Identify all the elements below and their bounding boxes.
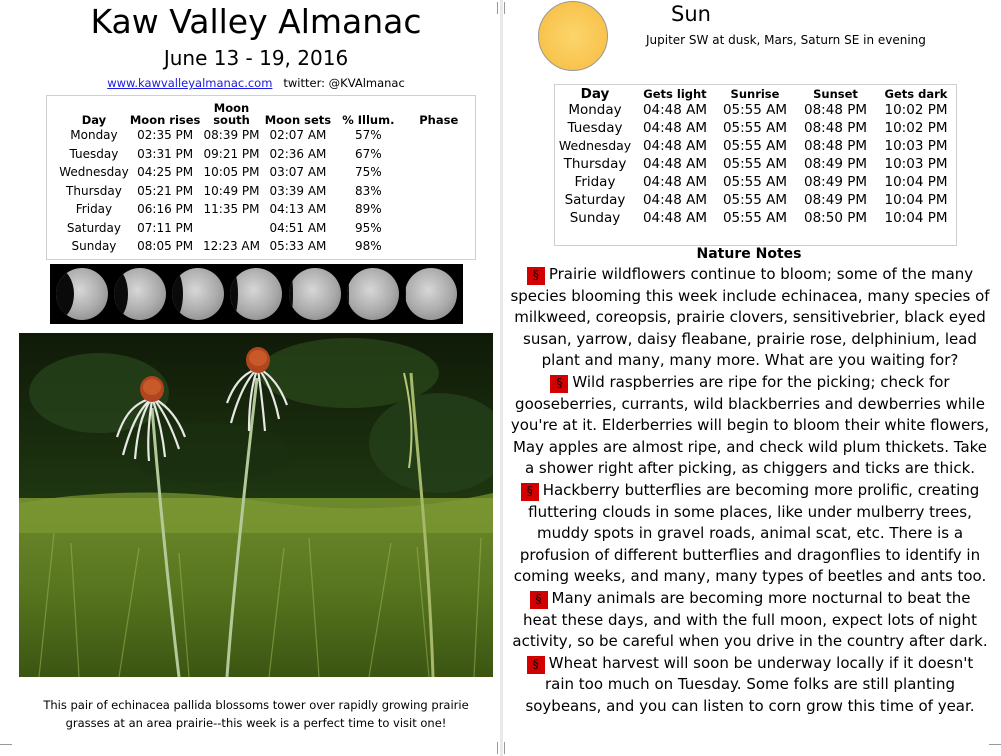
moon-phase-icon — [405, 268, 457, 320]
moon-set-cell: 05:33 AM — [269, 239, 327, 254]
moon-south-cell — [201, 219, 261, 238]
table-row — [555, 173, 956, 191]
day-cell: Friday — [75, 202, 113, 217]
sun-col-rise: Sunrise — [730, 87, 780, 101]
sun-table-box — [554, 84, 957, 246]
section-marker-icon: § — [550, 375, 568, 393]
nature-note-line — [509, 307, 991, 329]
moon-south-cell: 10:05 PM — [203, 165, 260, 180]
nature-note-text: soybeans, and you can listen to corn grow this time of year. — [525, 696, 975, 715]
moon-rise-cell: 08:05 PM — [137, 239, 194, 254]
moon-phase-icon — [114, 268, 166, 320]
moon-rise-cell: 05:21 PM — [137, 183, 194, 198]
sun-col-dark: Gets dark — [884, 87, 948, 101]
nature-note-text: Wheat harvest will soon be underway locally if it doesn't — [548, 653, 974, 672]
table-row — [59, 126, 475, 145]
section-marker-icon: § — [527, 267, 545, 285]
sunrise-cell: 05:55 AM — [722, 138, 788, 154]
echinacea-photo — [19, 333, 493, 677]
nature-note-text: May apples are almost ripe, and check wild plum thickets. Take — [512, 437, 988, 456]
nature-note-text: milkweed, coreopsis, prairie clovers, sensitivebrier, black eyed — [514, 308, 986, 327]
nature-note-text: Many animals are becoming more nocturnal to beat the — [551, 588, 971, 607]
nature-note-text: coming weeks, and many, many types of beetles and ants too. — [513, 567, 987, 586]
phase-cell — [403, 237, 475, 256]
nature-note-line — [509, 480, 991, 502]
sunrise-cell: 05:55 AM — [722, 120, 788, 136]
twitter-handle: twitter: @KVAlmanac — [283, 76, 405, 90]
moon-shadow — [347, 268, 349, 320]
sunset-cell: 08:49 PM — [804, 156, 867, 172]
table-row — [555, 209, 956, 227]
sunrise-cell: 05:55 AM — [722, 102, 788, 118]
light-cell: 04:48 AM — [642, 102, 708, 118]
sun-col-set: Sunset — [813, 87, 858, 101]
nature-note-text: Prairie wildflowers continue to bloom; some of the many — [548, 265, 974, 283]
nature-note-line — [509, 588, 991, 610]
moon-set-cell: 02:07 AM — [269, 128, 327, 143]
section-marker-icon: § — [530, 591, 548, 609]
moon-col-sets: Moon sets — [264, 113, 332, 127]
section-marker-icon: § — [521, 483, 539, 501]
nature-note-line — [509, 437, 991, 459]
section-marker-icon: § — [527, 656, 545, 674]
nature-note-line — [509, 674, 991, 696]
photo-caption — [0, 696, 512, 732]
moon-rise-cell: 07:11 PM — [137, 220, 194, 235]
nature-note-line — [509, 523, 991, 545]
table-row — [59, 163, 475, 182]
illum-cell: 98% — [355, 239, 382, 254]
dark-cell: 10:03 PM — [884, 138, 948, 154]
nature-notes-body — [509, 264, 991, 717]
phase-cell — [403, 219, 475, 238]
moon-table-header — [59, 98, 475, 126]
nature-note-text: plant and many, many more. What are you waiting for? — [541, 351, 959, 370]
day-cell: Thursday — [66, 183, 122, 198]
moon-phase-icon — [347, 268, 399, 320]
light-cell: 04:48 AM — [642, 210, 708, 226]
nature-note-line — [509, 372, 991, 394]
moon-col-rises: Moon rises — [129, 113, 201, 127]
table-row — [555, 137, 956, 155]
right-page — [503, 0, 1001, 756]
sunset-cell: 08:50 PM — [804, 210, 867, 226]
day-cell: Sunday — [71, 239, 117, 254]
left-page — [0, 0, 500, 756]
day-cell: Tuesday — [567, 120, 623, 136]
moon-phase-icon — [289, 268, 341, 320]
moon-phase-icon — [230, 268, 282, 320]
nature-note-line — [509, 458, 991, 480]
moon-rise-cell: 04:25 PM — [137, 165, 194, 180]
sunrise-cell: 05:55 AM — [722, 156, 788, 172]
light-cell: 04:48 AM — [642, 156, 708, 172]
sunrise-cell: 05:55 AM — [722, 192, 788, 208]
day-cell: Monday — [568, 102, 622, 118]
table-row — [59, 200, 475, 219]
dark-cell: 10:04 PM — [884, 174, 948, 190]
caption-line: This pair of echinacea pallida blossoms tower over rapidly growing prairie — [43, 698, 469, 712]
website-link[interactable]: www.kawvalleyalmanac.com — [107, 76, 273, 90]
illum-cell: 83% — [355, 183, 382, 198]
sunset-cell: 08:48 PM — [804, 102, 867, 118]
nature-note-text: Hackberry butterflies are becoming more prolific, creating — [542, 480, 980, 499]
nature-note-text: muddy spots in gravel roads, animal scat, etc. There is a — [536, 524, 964, 543]
sun-col-light: Gets light — [643, 87, 707, 101]
illum-cell: 67% — [355, 146, 382, 161]
nature-note-text: profusion of different butterflies and dragonflies to identify in — [519, 545, 981, 564]
nature-note-line — [509, 329, 991, 351]
phase-cell — [403, 200, 475, 219]
nature-note-text: activity, so be careful when you drive in the country after dark. — [512, 632, 988, 651]
sunrise-cell: 05:55 AM — [722, 210, 788, 226]
moon-south-cell: 09:21 PM — [203, 146, 260, 161]
dark-cell: 10:04 PM — [884, 210, 948, 226]
nature-note-line — [509, 545, 991, 567]
sunset-cell: 08:49 PM — [804, 174, 867, 190]
links-line — [0, 76, 512, 90]
illum-cell: 75% — [355, 165, 382, 180]
light-cell: 04:48 AM — [642, 174, 708, 190]
dark-cell: 10:04 PM — [884, 192, 948, 208]
moon-phase-icon — [172, 268, 224, 320]
sun-table — [555, 87, 956, 227]
table-row — [555, 119, 956, 137]
moon-set-cell: 03:39 AM — [269, 183, 327, 198]
nature-note-line — [509, 502, 991, 524]
table-row — [555, 191, 956, 209]
moon-set-cell: 04:51 AM — [269, 220, 327, 235]
table-row — [555, 101, 956, 119]
nature-note-text: a shower right after picking, as chiggers and ticks are thick. — [524, 459, 976, 478]
day-cell: Tuesday — [69, 146, 119, 161]
date-range: June 13 - 19, 2016 — [163, 46, 349, 70]
caption-line: grasses at an area prairie--this week is a perfect time to visit one! — [65, 716, 447, 730]
prairie-photo-image — [19, 333, 493, 677]
moon-south-cell: 10:49 PM — [203, 183, 260, 198]
day-cell: Thursday — [563, 156, 627, 172]
sun-title: Sun — [671, 2, 711, 26]
phase-cell — [403, 182, 475, 201]
day-cell: Sunday — [569, 210, 621, 226]
sunset-cell: 08:48 PM — [804, 138, 867, 154]
nature-note-line — [509, 610, 991, 632]
nature-note-text: gooseberries, currants, wild blackberries and dewberries while — [515, 394, 985, 413]
nature-note-line — [509, 264, 991, 286]
nature-note-line — [509, 631, 991, 653]
nature-note-line — [509, 653, 991, 675]
dark-cell: 10:03 PM — [884, 156, 948, 172]
sunset-cell: 08:48 PM — [804, 120, 867, 136]
illum-cell: 89% — [355, 202, 382, 217]
moon-col-south: Moon south — [213, 101, 250, 127]
moon-shadow — [405, 268, 406, 320]
table-row — [555, 155, 956, 173]
moon-set-cell: 03:07 AM — [269, 165, 327, 180]
illum-cell: 57% — [355, 128, 382, 143]
phase-cell — [403, 145, 475, 164]
day-cell: Saturday — [564, 192, 626, 208]
nature-note-line — [509, 696, 991, 718]
nature-note-line — [509, 350, 991, 372]
nature-note-line — [509, 566, 991, 588]
moon-col-phase: Phase — [419, 113, 459, 127]
light-cell: 04:48 AM — [642, 138, 708, 154]
moon-table — [59, 98, 475, 256]
table-row — [59, 145, 475, 164]
nature-note-text: rain too much on Tuesday. Some folks are still planting — [545, 675, 955, 694]
moon-south-cell: 12:23 AM — [203, 239, 260, 254]
table-row — [59, 182, 475, 201]
day-cell: Wednesday — [558, 138, 632, 153]
dark-cell: 10:02 PM — [884, 102, 948, 118]
nature-note-line — [509, 394, 991, 416]
moon-table-box — [46, 95, 476, 260]
day-cell: Wednesday — [59, 165, 129, 180]
light-cell: 04:48 AM — [642, 192, 708, 208]
moon-col-illum: % Illum. — [342, 113, 395, 127]
nature-notes-heading: Nature Notes — [696, 246, 802, 262]
moon-rise-cell: 02:35 PM — [137, 128, 194, 143]
illum-cell: 95% — [355, 220, 382, 235]
moon-shadow — [56, 268, 74, 320]
nature-note-text: susan, yarrow, daisy fleabane, prairie rose, delphinium, lead — [523, 329, 977, 348]
phase-cell — [403, 126, 475, 145]
moon-shadow — [114, 268, 128, 320]
day-cell: Saturday — [66, 220, 121, 235]
sun-icon — [538, 1, 608, 71]
nature-note-text: heat these days, and with the full moon, expect lots of night — [523, 610, 977, 629]
moon-shadow — [289, 268, 294, 320]
sunset-cell: 08:49 PM — [804, 192, 867, 208]
day-cell: Friday — [574, 174, 616, 190]
nature-note-text: Wild raspberries are ripe for the picking; check for — [572, 372, 950, 391]
almanac-title: Kaw Valley Almanac — [90, 2, 422, 41]
light-cell: 04:48 AM — [642, 120, 708, 136]
sunrise-cell: 05:55 AM — [722, 174, 788, 190]
nature-note-text: you're at it. Elderberries will begin to bloom their white flowers, — [510, 416, 990, 435]
planets-note: Jupiter SW at dusk, Mars, Saturn SE in evening — [646, 33, 926, 47]
moon-phase-strip — [50, 264, 463, 324]
nature-note-line — [509, 286, 991, 308]
moon-shadow — [172, 268, 182, 320]
nature-note-line — [509, 415, 991, 437]
dark-cell: 10:02 PM — [884, 120, 948, 136]
day-cell: Monday — [70, 128, 118, 143]
moon-rise-cell: 06:16 PM — [137, 202, 194, 217]
nature-note-text: fluttering clouds in some places, like under mulberry trees, — [528, 502, 972, 521]
table-row — [59, 219, 475, 238]
table-row — [59, 237, 475, 256]
phase-cell — [403, 163, 475, 182]
moon-shadow — [230, 268, 237, 320]
moon-set-cell: 04:13 AM — [269, 202, 327, 217]
nature-note-text: species blooming this week include echinacea, many species of — [510, 286, 990, 305]
sun-col-day: Day — [580, 86, 610, 102]
moon-phase-icon — [56, 268, 108, 320]
moon-col-day: Day — [81, 113, 107, 127]
moon-rise-cell: 03:31 PM — [137, 146, 194, 161]
moon-set-cell: 02:36 AM — [269, 146, 327, 161]
sun-table-header — [555, 87, 956, 101]
moon-south-cell: 11:35 PM — [203, 202, 260, 217]
moon-south-cell: 08:39 PM — [203, 128, 260, 143]
